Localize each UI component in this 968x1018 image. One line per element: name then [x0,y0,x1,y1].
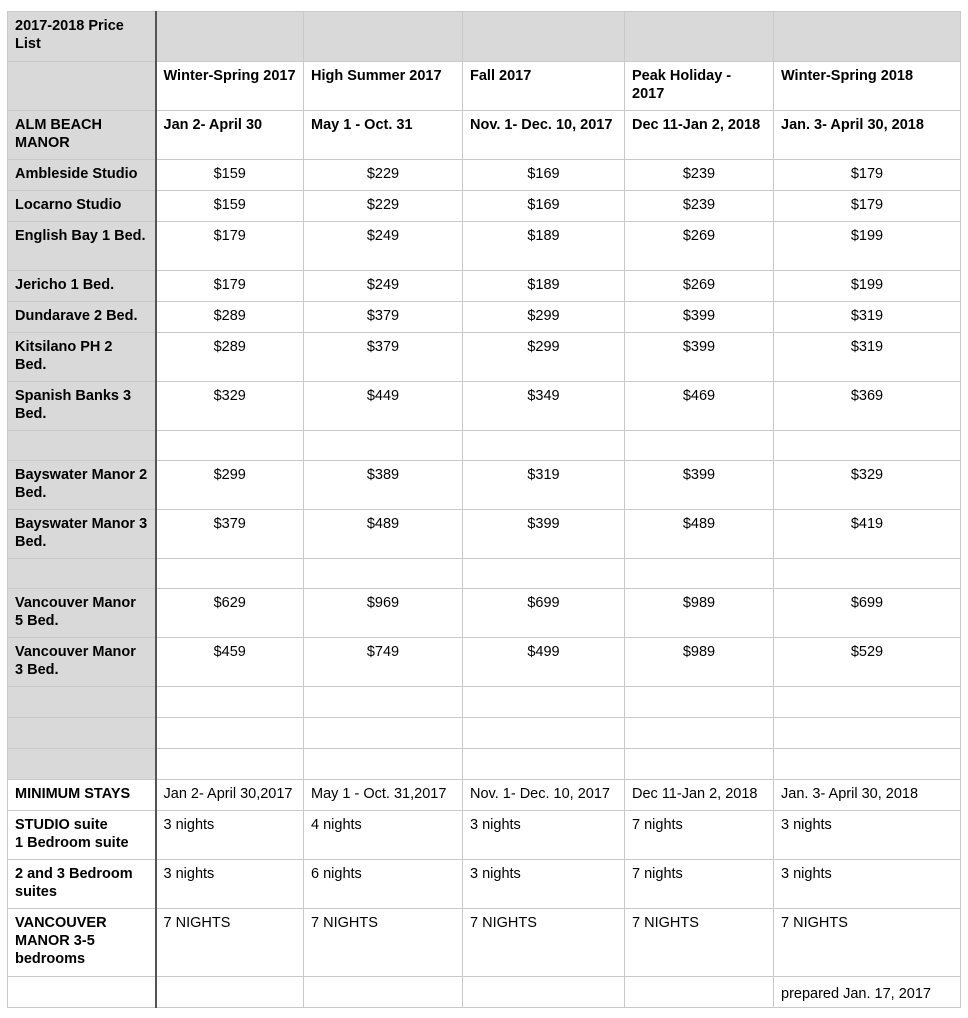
min-stays-row [8,780,961,811]
price-cell[interactable]: $419 [774,510,961,559]
price-cell[interactable]: $349 [463,382,625,431]
price-cell[interactable]: $699 [774,589,961,638]
title-row [8,12,961,62]
sheet-title[interactable]: 2017-2018 Price List [8,12,156,62]
nights-cell[interactable]: 3 nights [463,811,625,860]
price-cell[interactable]: $179 [774,160,961,191]
price-cell[interactable]: $369 [774,382,961,431]
price-cell[interactable]: $269 [625,222,774,271]
nights-cell[interactable]: 3 nights [156,860,304,909]
price-cell[interactable]: $319 [463,461,625,510]
price-cell[interactable]: $229 [304,160,463,191]
unit-row [8,589,961,638]
min-stay-dates[interactable]: Jan 2- April 30,2017 [156,780,304,811]
price-cell[interactable]: $459 [156,638,304,687]
header-blank-cell[interactable] [304,12,463,62]
blank-row [8,559,961,589]
empty-cell[interactable] [463,687,625,718]
nights-cell[interactable]: 3 nights [463,860,625,909]
unit-row [8,222,961,271]
suite-type[interactable]: VANCOUVER MANOR 3-5 bedrooms [8,909,156,977]
min-stay-row [8,909,961,977]
nights-cell[interactable]: 7 NIGHTS [304,909,463,977]
price-cell[interactable]: $399 [463,510,625,559]
empty-cell[interactable] [156,687,304,718]
empty-cell[interactable] [304,718,463,749]
price-cell[interactable]: $179 [156,271,304,302]
nights-cell[interactable]: 7 NIGHTS [774,909,961,977]
price-cell[interactable]: $169 [463,160,625,191]
empty-cell[interactable] [774,718,961,749]
empty-cell[interactable] [463,431,625,461]
unit-name[interactable]: Vancouver Manor 3 Bed. [8,638,156,687]
empty-cell[interactable] [463,559,625,589]
unit-row [8,382,961,431]
header-blank-cell[interactable] [625,12,774,62]
nights-cell[interactable]: 7 NIGHTS [463,909,625,977]
blank-row [8,431,961,461]
empty-cell[interactable] [774,687,961,718]
price-cell[interactable]: $239 [625,160,774,191]
price-cell[interactable]: $319 [774,302,961,333]
unit-name[interactable]: Bayswater Manor 3 Bed. [8,510,156,559]
unit-name[interactable]: English Bay 1 Bed. [8,222,156,271]
price-cell[interactable]: $239 [625,191,774,222]
empty-cell[interactable] [625,718,774,749]
unit-row [8,510,961,559]
empty-cell[interactable] [774,749,961,780]
price-cell[interactable]: $399 [625,302,774,333]
price-list-table [7,11,961,1008]
price-cell[interactable]: $289 [156,302,304,333]
row-header-cell[interactable] [8,749,156,780]
period-name[interactable]: High Summer 2017 [304,62,463,111]
empty-cell[interactable] [463,977,625,1008]
empty-cell[interactable] [156,977,304,1008]
min-stay-dates[interactable]: Dec 11-Jan 2, 2018 [625,780,774,811]
unit-row [8,302,961,333]
empty-cell[interactable] [304,977,463,1008]
price-cell[interactable]: $199 [774,271,961,302]
price-cell[interactable]: $489 [304,510,463,559]
nights-cell[interactable]: 7 NIGHTS [625,909,774,977]
period-dates[interactable]: Jan 2- April 30 [156,111,304,160]
price-cell[interactable]: $169 [463,191,625,222]
price-cell[interactable]: $399 [625,461,774,510]
header-blank-cell[interactable] [463,12,625,62]
unit-name[interactable]: Jericho 1 Bed. [8,271,156,302]
unit-name[interactable]: Spanish Banks 3 Bed. [8,382,156,431]
period-name[interactable]: Winter-Spring 2017 [156,62,304,111]
empty-cell[interactable] [304,559,463,589]
empty-cell[interactable] [625,559,774,589]
min-stay-dates[interactable]: Jan. 3- April 30, 2018 [774,780,961,811]
price-cell[interactable]: $379 [304,333,463,382]
unit-row [8,271,961,302]
period-dates[interactable]: Jan. 3- April 30, 2018 [774,111,961,160]
empty-cell[interactable] [156,718,304,749]
price-cell[interactable]: $989 [625,638,774,687]
empty-cell[interactable] [463,718,625,749]
blank-row [8,749,961,780]
period-row [8,62,961,111]
price-cell[interactable]: $329 [774,461,961,510]
unit-row [8,160,961,191]
price-cell[interactable]: $389 [304,461,463,510]
price-cell[interactable]: $249 [304,271,463,302]
empty-cell[interactable] [304,749,463,780]
unit-name[interactable]: Kitsilano PH 2 Bed. [8,333,156,382]
unit-row [8,333,961,382]
price-cell[interactable]: $249 [304,222,463,271]
unit-row [8,638,961,687]
unit-name[interactable]: Bayswater Manor 2 Bed. [8,461,156,510]
price-cell[interactable]: $179 [774,191,961,222]
empty-cell[interactable] [8,977,156,1008]
unit-name[interactable]: Ambleside Studio [8,160,156,191]
price-cell[interactable]: $269 [625,271,774,302]
price-cell[interactable]: $629 [156,589,304,638]
row-header-cell[interactable] [8,718,156,749]
unit-name[interactable]: Vancouver Manor 5 Bed. [8,589,156,638]
price-cell[interactable]: $969 [304,589,463,638]
header-blank-cell[interactable] [774,12,961,62]
price-cell[interactable]: $299 [156,461,304,510]
price-cell[interactable]: $319 [774,333,961,382]
nights-cell[interactable]: 7 nights [625,811,774,860]
row-header-cell[interactable] [8,559,156,589]
price-cell[interactable]: $749 [304,638,463,687]
period-dates[interactable]: Dec 11-Jan 2, 2018 [625,111,774,160]
price-cell[interactable]: $199 [774,222,961,271]
unit-name[interactable]: Locarno Studio [8,191,156,222]
min-stays-label[interactable]: MINIMUM STAYS [8,780,156,811]
empty-cell[interactable] [625,977,774,1008]
period-dates[interactable]: May 1 - Oct. 31 [304,111,463,160]
period-name[interactable]: Peak Holiday - 2017 [625,62,774,111]
price-cell[interactable]: $399 [625,333,774,382]
unit-row [8,191,961,222]
price-cell[interactable]: $379 [156,510,304,559]
empty-cell[interactable] [156,749,304,780]
price-cell[interactable]: $529 [774,638,961,687]
period-name[interactable]: Winter-Spring 2018 [774,62,961,111]
nights-cell[interactable]: 7 NIGHTS [156,909,304,977]
empty-cell[interactable] [774,431,961,461]
nights-cell[interactable]: 6 nights [304,860,463,909]
price-cell[interactable]: $299 [463,302,625,333]
min-stay-row [8,860,961,909]
empty-cell[interactable] [625,749,774,780]
footer-row [8,977,961,1008]
min-stay-dates[interactable]: May 1 - Oct. 31,2017 [304,780,463,811]
price-cell[interactable]: $989 [625,589,774,638]
row-header-cell[interactable] [8,431,156,461]
price-cell[interactable]: $499 [463,638,625,687]
nights-cell[interactable]: 3 nights [774,811,961,860]
blank-row [8,687,961,718]
min-stay-dates[interactable]: Nov. 1- Dec. 10, 2017 [463,780,625,811]
prepared-note[interactable]: prepared Jan. 17, 2017 [774,977,961,1008]
row-header-cell[interactable] [8,62,156,111]
min-stay-row [8,811,961,860]
period-dates[interactable]: Nov. 1- Dec. 10, 2017 [463,111,625,160]
empty-cell[interactable] [304,687,463,718]
nights-cell[interactable]: 4 nights [304,811,463,860]
price-cell[interactable]: $489 [625,510,774,559]
empty-cell[interactable] [774,559,961,589]
period-name[interactable]: Fall 2017 [463,62,625,111]
empty-cell[interactable] [304,431,463,461]
empty-cell[interactable] [625,431,774,461]
nights-cell[interactable]: 3 nights [774,860,961,909]
empty-cell[interactable] [156,559,304,589]
header-blank-cell[interactable] [156,12,304,62]
price-cell[interactable]: $449 [304,382,463,431]
empty-cell[interactable] [463,749,625,780]
dates-row [8,111,961,160]
nights-cell[interactable]: 3 nights [156,811,304,860]
price-cell[interactable]: $329 [156,382,304,431]
price-cell[interactable]: $469 [625,382,774,431]
price-cell[interactable]: $159 [156,191,304,222]
empty-cell[interactable] [625,687,774,718]
price-cell[interactable]: $229 [304,191,463,222]
price-cell[interactable]: $379 [304,302,463,333]
price-cell[interactable]: $159 [156,160,304,191]
suite-type[interactable]: 2 and 3 Bedroom suites [8,860,156,909]
blank-row [8,718,961,749]
section-label[interactable]: ALM BEACH MANOR [8,111,156,160]
suite-type[interactable]: STUDIO suite 1 Bedroom suite [8,811,156,860]
nights-cell[interactable]: 7 nights [625,860,774,909]
price-cell[interactable]: $699 [463,589,625,638]
price-cell[interactable]: $179 [156,222,304,271]
unit-name[interactable]: Dundarave 2 Bed. [8,302,156,333]
unit-row [8,461,961,510]
price-cell[interactable]: $189 [463,222,625,271]
price-cell[interactable]: $189 [463,271,625,302]
empty-cell[interactable] [156,431,304,461]
row-header-cell[interactable] [8,687,156,718]
price-cell[interactable]: $289 [156,333,304,382]
price-cell[interactable]: $299 [463,333,625,382]
